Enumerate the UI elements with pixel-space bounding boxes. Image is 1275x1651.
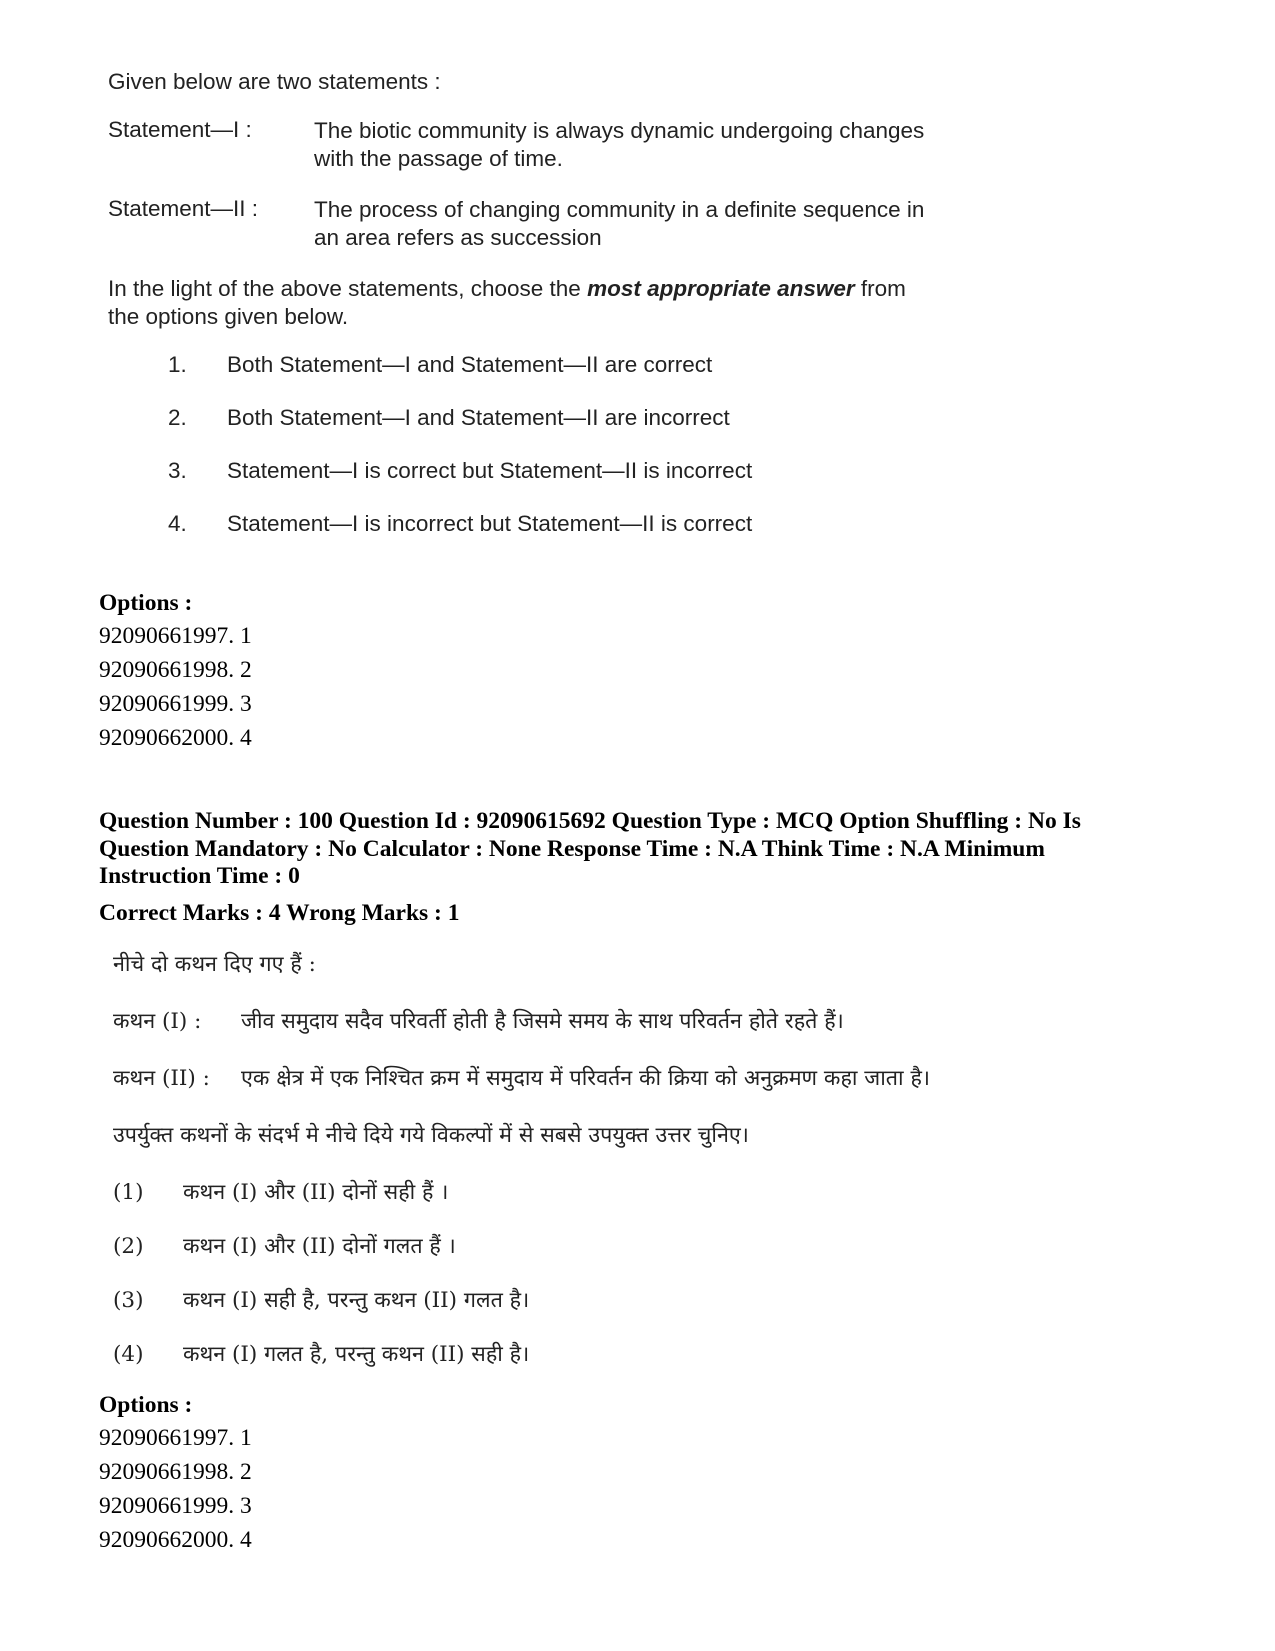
statement-2 — [113, 1064, 1113, 1121]
choice-number: (3) — [113, 1288, 144, 1313]
choice-number: (4) — [113, 1342, 144, 1367]
instruction-emphasis: most appropriate answer — [587, 276, 855, 301]
option-row: 92090661997. 1 — [99, 623, 252, 649]
instruction-text: the options given below. — [108, 304, 349, 329]
choice-number: (1) — [113, 1180, 144, 1205]
answer-choice — [113, 1232, 1113, 1286]
option-row: 92090661997. 1 — [99, 1425, 252, 1451]
option-row: 92090662000. 4 — [99, 725, 252, 751]
statement-1 — [108, 117, 1108, 173]
question-marks: Correct Marks : 4 Wrong Marks : 1 — [99, 900, 460, 926]
choice-text: कथन (I) सही है, परन्तु कथन (II) गलत है। — [183, 1288, 530, 1313]
choice-number: 4. — [168, 511, 187, 536]
option-row: 92090662000. 4 — [99, 1527, 252, 1553]
statement-text — [314, 117, 1004, 173]
english-question — [108, 68, 1108, 563]
choice-number: (2) — [113, 1234, 144, 1259]
statement-text — [314, 196, 1004, 252]
options-list — [99, 1389, 252, 1557]
question-metadata — [99, 808, 1219, 891]
answer-choice — [168, 510, 1108, 563]
options-heading: Options : — [99, 590, 193, 616]
statement-label: कथन (II) : — [113, 1066, 210, 1091]
instruction-text: from — [854, 276, 906, 301]
answer-choice — [113, 1286, 1113, 1340]
statement-text: एक क्षेत्र में एक निश्चित क्रम में समुदाय में परिवर्तन की क्रिया को अनुक्रमण कहा जाता है। — [241, 1066, 931, 1091]
choice-text: Statement—I is incorrect but Statement—II is correct — [227, 511, 753, 536]
statement-label: कथन (I) : — [113, 1009, 202, 1034]
statement-text-line: with the passage of time. — [314, 146, 563, 171]
statement-text-line: The biotic community is always dynamic undergoing changes — [314, 118, 925, 143]
answer-choice — [168, 404, 1108, 457]
options-heading: Options : — [99, 1392, 193, 1418]
question-instruction: उपर्युक्त कथनों के संदर्भ मे नीचे दिये गये विकल्पों में से सबसे उपयुक्त उत्तर चुनिए। — [113, 1123, 749, 1148]
option-row: 92090661999. 3 — [99, 691, 252, 717]
answer-choice — [113, 1340, 1113, 1394]
question-intro: नीचे दो कथन दिए गए हैं : — [113, 952, 316, 977]
statement-1 — [113, 1007, 1113, 1064]
option-row: 92090661998. 2 — [99, 1459, 252, 1485]
answer-choice — [168, 457, 1108, 510]
choice-number: 3. — [168, 458, 187, 483]
statement-2 — [108, 196, 1108, 252]
options-list — [99, 587, 252, 755]
instruction-text: In the light of the above statements, choose the — [108, 276, 588, 301]
choice-text: कथन (I) गलत है, परन्तु कथन (II) सही है। — [183, 1342, 530, 1367]
choice-number: 2. — [168, 405, 187, 430]
option-row: 92090661998. 2 — [99, 657, 252, 683]
answer-choice — [168, 351, 1108, 404]
statement-label: Statement—I : — [108, 117, 252, 142]
hindi-question — [113, 950, 1113, 1394]
question-intro: Given below are two statements : — [108, 69, 441, 94]
choice-text: Both Statement—I and Statement—II are correct — [227, 352, 713, 377]
statement-label: Statement—II : — [108, 196, 259, 221]
answer-choice — [113, 1178, 1113, 1232]
metadata-line: Instruction Time : 0 — [99, 863, 300, 889]
option-row: 92090661999. 3 — [99, 1493, 252, 1519]
statement-text: जीव समुदाय सदैव परिवर्ती होती है जिसमे समय के साथ परिवर्तन होते रहते हैं। — [241, 1009, 844, 1034]
metadata-line: Question Number : 100 Question Id : 92090615692 Question Type : MCQ Option Shuffling : No Is — [99, 808, 1081, 834]
choice-number: 1. — [168, 352, 187, 377]
choice-text: Both Statement—I and Statement—II are incorrect — [227, 405, 730, 430]
statement-text-line: The process of changing community in a definite sequence in — [314, 197, 925, 222]
metadata-line: Question Mandatory : No Calculator : None Response Time : N.A Think Time : N.A Minimum — [99, 835, 1045, 862]
choice-text: कथन (I) और (II) दोनों सही हैं । — [183, 1180, 449, 1205]
question-instruction — [108, 275, 988, 331]
choice-text: कथन (I) और (II) दोनों गलत हैं । — [183, 1234, 456, 1259]
choice-text: Statement—I is correct but Statement—II is incorrect — [227, 458, 753, 483]
statement-text-line: an area refers as succession — [314, 225, 602, 250]
